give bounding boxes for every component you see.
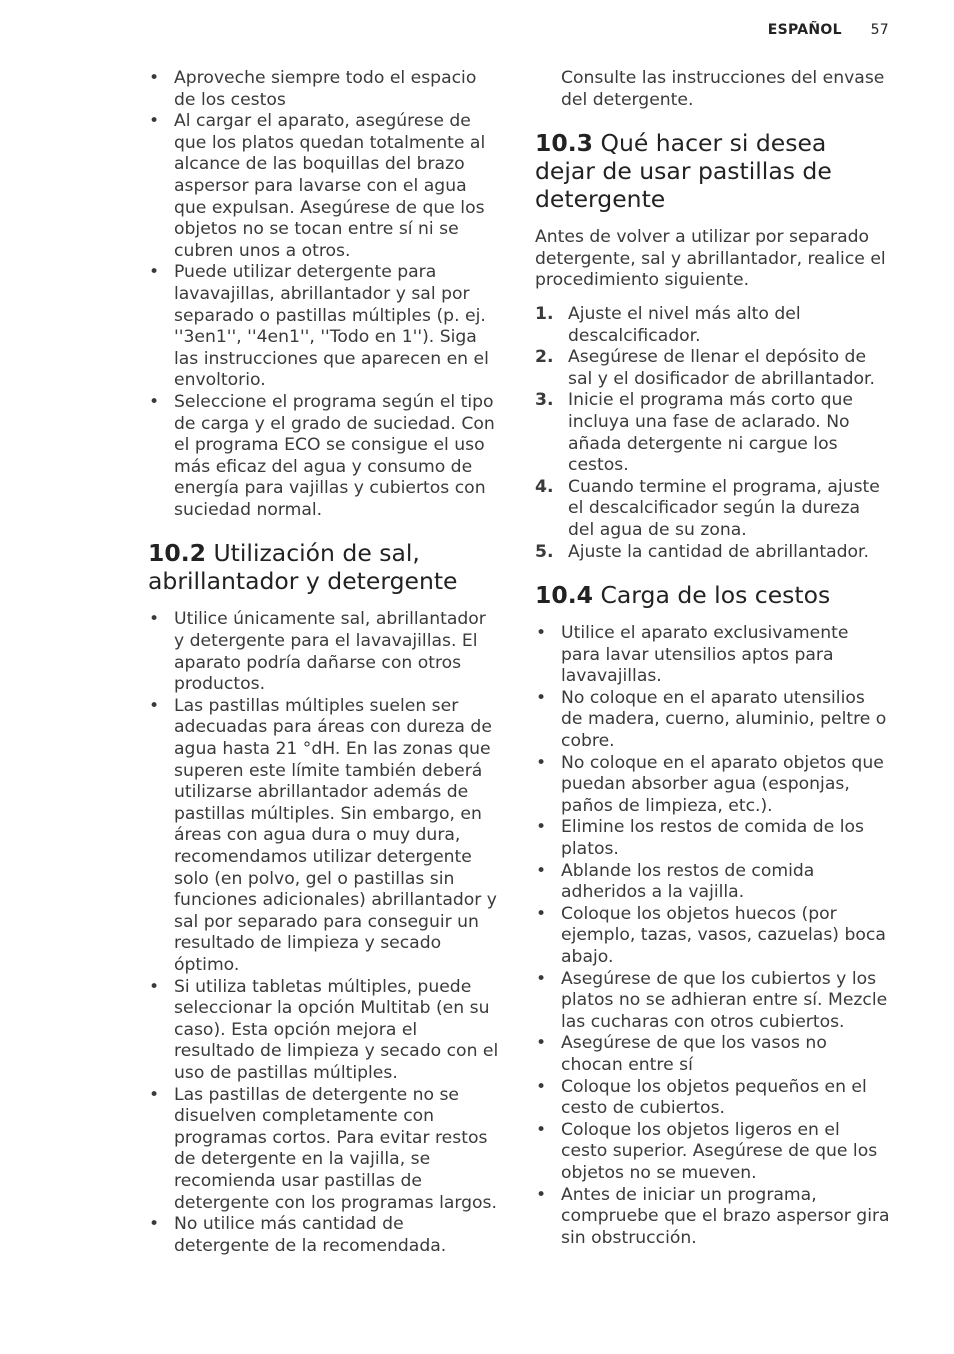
list-item: • Al cargar el aparato, asegúrese de que los platos quedan totalmente al alcance de las boquillas del brazo aspersor para lavarse con el agua que expulsan. Asegúrese de que los objetos no se tocan entre sí ni se cubren unos a otros. xyxy=(148,111,500,262)
section-number: 10.2 xyxy=(148,539,206,568)
section-10-2-list xyxy=(148,609,500,1257)
list-item: • Puede utilizar detergente para lavavajillas, abrillantador y sal por separado o pastillas múltiples (p. ej. ''3en1'', ''4en1'', ''Todo en 1''). Siga las instrucciones que aparecen en el envoltorio. xyxy=(148,262,500,392)
list-item: • Coloque los objetos huecos (por ejemplo, tazas, vasos, cazuelas) boca abajo. xyxy=(535,904,891,969)
list-item: • Ablande los restos de comida adheridos a la vajilla. xyxy=(535,861,891,904)
list-item: • Elimine los restos de comida de los platos. xyxy=(535,817,891,860)
section-number: 10.4 xyxy=(535,581,593,610)
step-item xyxy=(535,390,891,476)
step-number: 1. xyxy=(535,303,554,324)
section-heading-10-3 xyxy=(535,129,891,213)
section-title: Utilización de sal, abrillantador y detergente xyxy=(148,539,458,596)
list-item: • Aproveche siempre todo el espacio de los cestos xyxy=(148,68,500,111)
section-title: Carga de los cestos xyxy=(600,581,831,610)
step-number: 4. xyxy=(535,476,554,497)
steps-list xyxy=(535,304,891,563)
section-number: 10.3 xyxy=(535,129,593,158)
step-text: Cuando termine el programa, ajuste el descalcificador según la dureza del agua de su zona. xyxy=(568,476,880,540)
list-item: • No coloque en el aparato objetos que puedan absorber agua (esponjas, paños de limpieza, etc.). xyxy=(535,753,891,818)
right-column xyxy=(535,68,891,1249)
list-item: • Las pastillas de detergente no se disuelven completamente con programas cortos. Para evitar restos de detergente en la vajilla, se recomienda usar pastillas de detergente con los programas largos. xyxy=(148,1085,500,1215)
step-text: Ajuste la cantidad de abrillantador. xyxy=(568,541,869,562)
section-heading-10-4 xyxy=(535,581,891,609)
step-item xyxy=(535,304,891,347)
list-item: • Si utiliza tabletas múltiples, puede seleccionar la opción Multitab (en su caso). Esta opción mejora el resultado de limpieza y secado con el uso de pastillas múltiples. xyxy=(148,977,500,1085)
section-10-4-list xyxy=(535,623,891,1249)
list-item: • Utilice el aparato exclusivamente para lavar utensilios aptos para lavavajillas. xyxy=(535,623,891,688)
step-item xyxy=(535,542,891,564)
section-intro: Antes de volver a utilizar por separado detergente, sal y abrillantador, realice el procedimiento siguiente. xyxy=(535,227,886,291)
continued-text: Consulte las instrucciones del envase del detergente. xyxy=(561,68,885,110)
list-item: • Asegúrese de que los cubiertos y los platos no se adhieran entre sí. Mezcle las cucharas con otros cubiertos. xyxy=(535,969,891,1034)
list-item: • Coloque los objetos pequeños en el cesto de cubiertos. xyxy=(535,1077,891,1120)
step-text: Ajuste el nivel más alto del descalcificador. xyxy=(568,303,801,346)
left-column xyxy=(148,68,500,1257)
list-item: • Coloque los objetos ligeros en el cesto superior. Asegúrese de que los objetos no se mueven. xyxy=(535,1120,891,1185)
list-item: • Asegúrese de que los vasos no chocan entre sí xyxy=(535,1033,891,1076)
header-language: ESPAÑOL xyxy=(767,22,842,38)
list-item: • Las pastillas múltiples suelen ser adecuadas para áreas con dureza de agua hasta 21 °dH. En las zonas que superen este límite también deberá utilizarse abrillantador además de pastillas múltiples. Sin embargo, en áreas con agua dura o muy dura, recomendamos utilizar detergente solo (en polvo, gel o pastillas sin funciones adicionales) abrillantador y sal por separado para conseguir un resultado de limpieza y secado óptimo. xyxy=(148,696,500,977)
page-header xyxy=(768,22,889,38)
step-number: 5. xyxy=(535,541,554,562)
step-number: 3. xyxy=(535,390,554,411)
step-number: 2. xyxy=(535,347,554,368)
section-title: Qué hacer si desea dejar de usar pastillas de detergente xyxy=(535,129,832,214)
page-number: 57 xyxy=(870,22,889,38)
list-item: • Utilice únicamente sal, abrillantador y detergente para el lavavajillas. El aparato podría dañarse con otros productos. xyxy=(148,609,500,695)
list-item: • Seleccione el programa según el tipo de carga y el grado de suciedad. Con el programa ECO se consigue el uso más eficaz del agua y consumo de energía para vajillas y cubiertos con suciedad normal. xyxy=(148,392,500,522)
step-text: Inicie el programa más corto que incluya una fase de aclarado. No añada detergente ni cargue los cestos. xyxy=(568,390,853,476)
intro-list xyxy=(148,68,500,521)
step-text: Asegúrese de llenar el depósito de sal y el dosificador de abrillantador. xyxy=(568,347,875,389)
step-item xyxy=(535,477,891,542)
section-heading-10-2 xyxy=(148,539,500,595)
list-item: • No utilice más cantidad de detergente de la recomendada. xyxy=(148,1214,500,1257)
step-item xyxy=(535,347,891,390)
list-item: • Antes de iniciar un programa, compruebe que el brazo aspersor gira sin obstrucción. xyxy=(535,1185,891,1250)
list-item: • No coloque en el aparato utensilios de madera, cuerno, aluminio, peltre o cobre. xyxy=(535,688,891,753)
